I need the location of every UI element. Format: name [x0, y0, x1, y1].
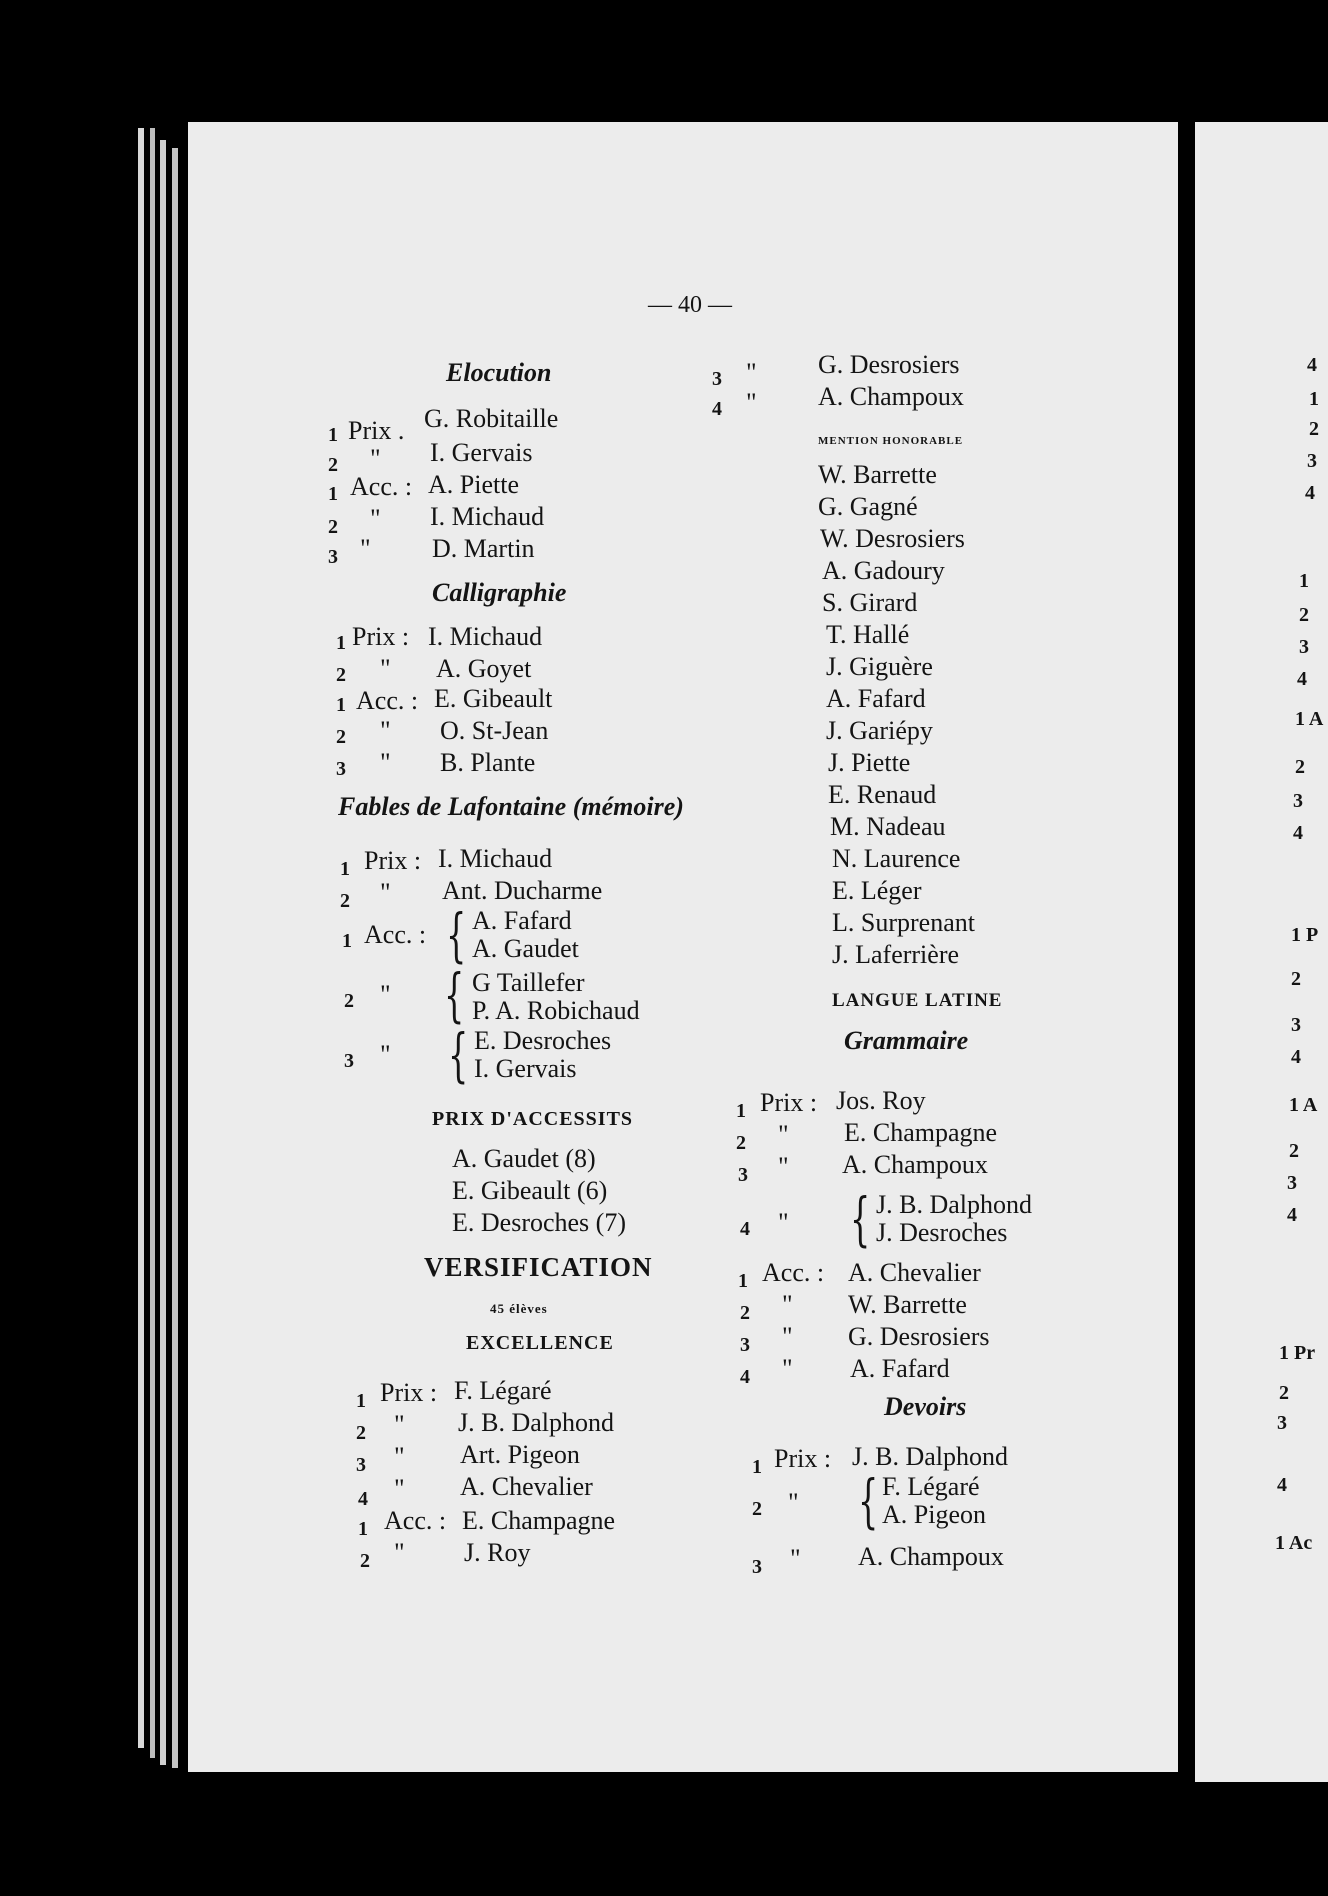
subheading-excellence: EXCELLENCE — [466, 1332, 614, 1354]
student-name: J. Giguère — [826, 652, 933, 681]
student-name: G. Gagné — [818, 492, 918, 521]
student-name: J. Piette — [828, 748, 911, 777]
brace-glyph: { — [858, 1467, 879, 1535]
rank: 4 — [740, 1218, 750, 1240]
edge-fragment: 1 — [1299, 570, 1309, 592]
award: " — [746, 388, 757, 417]
award: " — [778, 1152, 789, 1181]
student-name: A. Goyet — [436, 654, 532, 683]
student-name: E. Gibeault — [434, 684, 553, 713]
award: Acc. : — [384, 1506, 447, 1535]
student-name: A. Piette — [428, 470, 519, 499]
award: Acc. : — [762, 1258, 825, 1287]
rank: 2 — [340, 890, 350, 912]
student-name: S. Girard — [822, 588, 918, 617]
student-name: I. Gervais — [474, 1054, 577, 1083]
edge-fragment: 4 — [1297, 668, 1307, 690]
rank: 3 — [336, 758, 346, 780]
edge-fragment: 2 — [1299, 604, 1309, 626]
rank: 1 — [328, 424, 338, 446]
section-heading-calligraphie: Calligraphie — [432, 578, 567, 607]
student-name: E. Desroches (7) — [452, 1208, 626, 1237]
page-stack-edge — [172, 148, 178, 1768]
student-name: G. Desrosiers — [848, 1322, 990, 1351]
brace-glyph: { — [850, 1185, 871, 1253]
award: " — [778, 1208, 789, 1237]
award: " — [370, 444, 381, 473]
student-name: A. Gaudet (8) — [452, 1144, 596, 1173]
rank: 3 — [712, 368, 722, 390]
edge-fragment: 2 — [1291, 968, 1301, 990]
student-name: A. Fafard — [850, 1354, 950, 1383]
rank: 3 — [752, 1556, 762, 1578]
student-name: A. Gadoury — [822, 556, 945, 585]
rank: 1 — [738, 1270, 748, 1292]
rank: 2 — [336, 726, 346, 748]
student-name: L. Surprenant — [832, 908, 975, 937]
rank: 1 — [736, 1100, 746, 1122]
heading-langue-latine: LANGUE LATINE — [832, 990, 1003, 1011]
next-page-edge — [1195, 122, 1328, 1782]
rank: 2 — [328, 454, 338, 476]
award: " — [782, 1322, 793, 1351]
rank: 3 — [740, 1334, 750, 1356]
rank: 4 — [740, 1366, 750, 1388]
student-name: A. Gaudet — [472, 934, 579, 963]
edge-fragment: 1 P — [1291, 924, 1319, 946]
award: " — [380, 1040, 391, 1069]
page-number: — 40 — — [648, 292, 732, 318]
award: " — [370, 504, 381, 533]
book-page — [188, 122, 1178, 1772]
rank: 1 — [336, 694, 346, 716]
award: Acc. : — [350, 472, 413, 501]
student-name: E. Renaud — [828, 780, 937, 809]
award: Acc. : — [356, 686, 419, 715]
student-name: E. Desroches — [474, 1026, 612, 1055]
student-name: A. Fafard — [826, 684, 926, 713]
student-name: I. Michaud — [428, 622, 543, 651]
rank: 3 — [738, 1164, 748, 1186]
student-name: I. Michaud — [430, 502, 545, 531]
student-name: W. Desrosiers — [820, 524, 965, 553]
student-name: A. Pigeon — [882, 1500, 986, 1529]
rank: 4 — [358, 1488, 368, 1510]
student-name: Jos. Roy — [836, 1086, 926, 1115]
student-name: A. Champoux — [818, 382, 964, 411]
award: " — [380, 980, 391, 1009]
award: Prix : — [380, 1378, 438, 1407]
edge-fragment: 2 — [1289, 1140, 1299, 1162]
edge-fragment: 2 — [1309, 418, 1319, 440]
edge-fragment: 3 — [1307, 450, 1317, 472]
rank: 2 — [740, 1302, 750, 1324]
rank: 1 — [328, 483, 338, 505]
section-heading-elocution: Elocution — [446, 358, 552, 387]
edge-fragment: 1 — [1309, 388, 1319, 410]
student-name: Art. Pigeon — [460, 1440, 580, 1469]
student-name: E. Champagne — [844, 1118, 998, 1147]
edge-fragment: 3 — [1287, 1172, 1297, 1194]
edge-fragment: 3 — [1293, 790, 1303, 812]
edge-fragment: 4 — [1293, 822, 1303, 844]
edge-fragment: 4 — [1287, 1204, 1297, 1226]
brace-glyph: { — [448, 1021, 469, 1089]
edge-fragment: 3 — [1277, 1412, 1287, 1434]
edge-fragment: 4 — [1277, 1474, 1287, 1496]
award: Prix . — [348, 416, 405, 445]
student-name: J. B. Dalphond — [458, 1408, 614, 1437]
award: " — [788, 1488, 799, 1517]
student-name: J. Desroches — [876, 1218, 1008, 1247]
student-name: A. Chevalier — [848, 1258, 981, 1287]
section-heading-devoirs: Devoirs — [884, 1392, 967, 1421]
award: " — [360, 534, 371, 563]
award: " — [394, 1474, 405, 1503]
rank: 1 — [340, 858, 350, 880]
edge-fragment: 3 — [1291, 1014, 1301, 1036]
section-heading-prix-accessits: PRIX D'ACCESSITS — [432, 1108, 634, 1130]
rank: 1 — [342, 930, 352, 952]
brace-glyph: { — [444, 961, 465, 1029]
award: " — [790, 1544, 801, 1573]
student-name: G. Robitaille — [424, 404, 559, 433]
edge-fragment: 2 — [1295, 756, 1305, 778]
edge-fragment: 4 — [1307, 354, 1317, 376]
student-name: N. Laurence — [832, 844, 961, 873]
brace-glyph: { — [446, 901, 467, 969]
edge-fragment: 2 — [1279, 1382, 1289, 1404]
edge-fragment: 3 — [1299, 636, 1309, 658]
rank: 2 — [356, 1422, 366, 1444]
edge-fragment: 1 Pr — [1279, 1342, 1316, 1364]
student-name: F. Légaré — [454, 1376, 552, 1405]
student-name: E. Léger — [832, 876, 922, 905]
award: " — [746, 358, 757, 387]
heading-mention-honorable: MENTION HONORABLE — [818, 435, 964, 447]
student-name: E. Gibeault (6) — [452, 1176, 608, 1205]
rank: 1 — [358, 1518, 368, 1540]
rank: 2 — [336, 664, 346, 686]
edge-fragment: 4 — [1305, 482, 1315, 504]
rank: 1 — [752, 1456, 762, 1478]
rank: 3 — [344, 1050, 354, 1072]
award: " — [778, 1120, 789, 1149]
rank: 2 — [344, 990, 354, 1012]
student-name: J. Roy — [464, 1538, 531, 1567]
student-name: I. Gervais — [430, 438, 533, 467]
student-name: B. Plante — [440, 748, 536, 777]
student-name: T. Hallé — [826, 620, 910, 649]
section-heading-grammaire: Grammaire — [844, 1026, 969, 1055]
section-heading-versification: VERSIFICATION — [424, 1252, 653, 1282]
award: " — [394, 1442, 405, 1471]
award: " — [380, 654, 391, 683]
rank: 2 — [736, 1132, 746, 1154]
student-name: A. Champoux — [842, 1150, 988, 1179]
student-name: D. Martin — [432, 534, 535, 563]
student-name: J. B. Dalphond — [876, 1190, 1032, 1219]
student-name: P. A. Robichaud — [472, 996, 640, 1025]
award: " — [782, 1290, 793, 1319]
award: Prix : — [352, 622, 410, 651]
rank: 4 — [712, 398, 722, 420]
award: " — [380, 716, 391, 745]
edge-fragment: 4 — [1291, 1046, 1301, 1068]
student-count: 45 élèves — [490, 1301, 548, 1316]
rank: 3 — [356, 1454, 366, 1476]
award: " — [380, 878, 391, 907]
student-name: J. Laferrière — [832, 940, 960, 969]
student-name: I. Michaud — [438, 844, 553, 873]
award: Prix : — [774, 1444, 832, 1473]
edge-fragment: 1 A — [1295, 708, 1324, 730]
student-name: F. Légaré — [882, 1472, 980, 1501]
award: Prix : — [760, 1088, 818, 1117]
page-stack-edge — [138, 128, 144, 1748]
edge-fragment: 1 Ac — [1275, 1532, 1313, 1554]
award: " — [380, 748, 391, 777]
award: " — [394, 1410, 405, 1439]
rank: 3 — [328, 546, 338, 568]
student-name: G Taillefer — [472, 968, 585, 997]
edge-fragment: 1 A — [1289, 1094, 1318, 1116]
page-stack-edge — [150, 128, 155, 1758]
student-name: Ant. Ducharme — [442, 876, 603, 905]
rank: 2 — [752, 1498, 762, 1520]
student-name: E. Champagne — [462, 1506, 616, 1535]
rank: 2 — [360, 1550, 370, 1572]
page-stack-edge — [160, 140, 166, 1765]
rank: 1 — [336, 632, 346, 654]
section-heading-fables: Fables de Lafontaine (mémoire) — [338, 792, 684, 821]
rank: 1 — [356, 1390, 366, 1412]
award: Acc. : — [364, 920, 427, 949]
student-name: G. Desrosiers — [818, 350, 960, 379]
student-name: A. Champoux — [858, 1542, 1004, 1571]
student-name: W. Barrette — [818, 460, 937, 489]
award: " — [782, 1354, 793, 1383]
rank: 2 — [328, 516, 338, 538]
student-name: A. Chevalier — [460, 1472, 593, 1501]
student-name: J. Gariépy — [826, 716, 933, 745]
student-name: M. Nadeau — [830, 812, 946, 841]
student-name: J. B. Dalphond — [852, 1442, 1008, 1471]
student-name: W. Barrette — [848, 1290, 967, 1319]
student-name: A. Fafard — [472, 906, 572, 935]
award: " — [394, 1538, 405, 1567]
student-name: O. St-Jean — [440, 716, 549, 745]
award: Prix : — [364, 846, 422, 875]
